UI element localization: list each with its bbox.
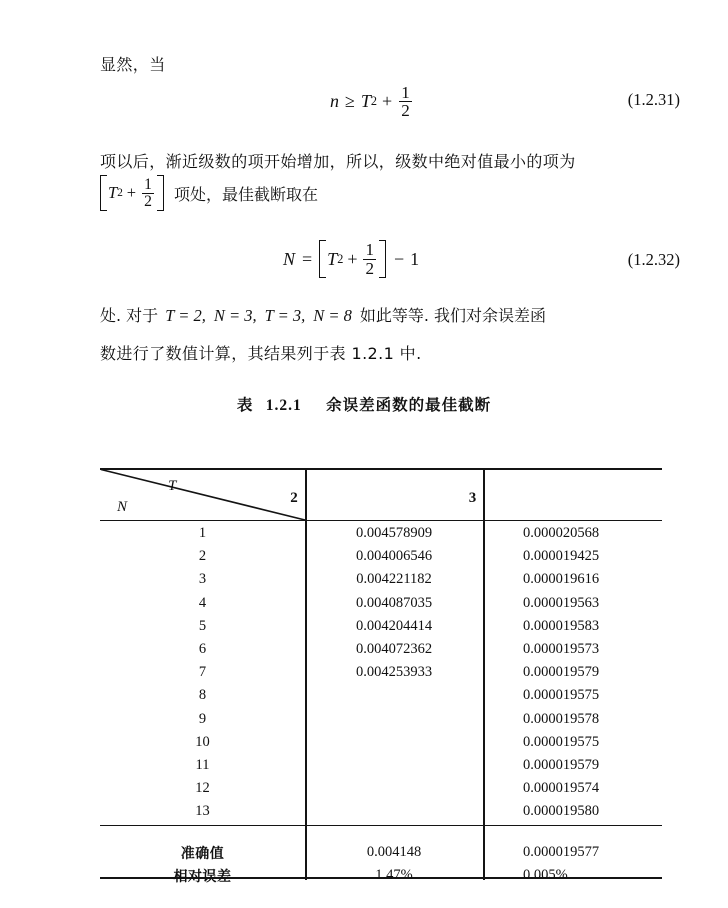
eq2-bracket-left xyxy=(319,240,326,278)
line6-math-4: N = 8 xyxy=(313,306,352,325)
bracket-right xyxy=(157,175,164,211)
eq2-bracket-contents xyxy=(326,240,379,278)
summary-cell-t2: 1.47% xyxy=(375,867,413,884)
cell-t3: 0.000019578 xyxy=(523,710,600,727)
table-row xyxy=(100,708,662,731)
table-row xyxy=(100,731,662,754)
cell-t2: 0.004087035 xyxy=(355,594,433,611)
inline-bracket-operator: + xyxy=(126,183,137,202)
table-row xyxy=(100,777,662,800)
eq2-lhs: N xyxy=(283,248,296,269)
eq2-fraction-denominator: 2 xyxy=(365,258,375,278)
table-summary-row xyxy=(100,841,662,864)
paragraph-line-6-part-1: 处. 对于 xyxy=(100,306,159,325)
table-row xyxy=(100,661,662,684)
cell-t3: 0.000019616 xyxy=(523,571,600,588)
cell-t2: 0.004221182 xyxy=(356,571,432,588)
eq1-relation: ≥ xyxy=(345,91,355,112)
cell-t3: 0.000019575 xyxy=(523,687,600,704)
inline-bracket-fraction-numerator: 1 xyxy=(144,175,152,193)
eq1-lhs: n xyxy=(330,91,339,112)
cell-t3: 0.000019575 xyxy=(523,733,600,750)
cell-n: 2 xyxy=(198,548,207,565)
cell-n: 11 xyxy=(195,756,210,773)
equation-1-2-31-number: (1.2.31) xyxy=(627,90,680,109)
table-row xyxy=(100,684,662,707)
eq2-operator: + xyxy=(347,248,358,269)
eq1-fraction-numerator: 1 xyxy=(401,83,410,102)
bracket-contents xyxy=(107,175,157,211)
line6-math-3: T = 3, xyxy=(264,306,306,325)
cell-t2: 0.004006546 xyxy=(355,548,433,565)
table-caption-number: 1.2.1 xyxy=(265,397,302,414)
bracket-left xyxy=(100,175,107,211)
line6-math-1: T = 2, xyxy=(165,306,206,325)
table-caption-prefix: 表 xyxy=(236,396,254,414)
eq1-fraction-denominator: 2 xyxy=(401,101,410,121)
table-rule-summary-top xyxy=(100,825,662,826)
cell-n: 3 xyxy=(198,571,207,588)
eq1-fraction xyxy=(399,84,412,120)
eq2-exponent: 2 xyxy=(337,251,344,266)
cell-t3: 0.000019579 xyxy=(523,756,600,773)
cell-t3: 0.000019563 xyxy=(523,594,600,611)
cell-t3: 0.000019574 xyxy=(523,780,600,797)
summary-label: 相对误差 xyxy=(173,868,232,885)
inline-bracket-expression xyxy=(100,175,164,211)
eq2-fraction-numerator: 1 xyxy=(365,240,375,260)
cell-n: 9 xyxy=(198,710,207,727)
cell-t3: 0.000019573 xyxy=(523,641,600,658)
equation-1-2-32-body xyxy=(283,240,419,278)
eq2-bracket-right xyxy=(379,240,386,278)
equation-1-2-32 xyxy=(0,238,728,286)
equation-1-2-32-number: (1.2.32) xyxy=(627,250,680,269)
cell-t3: 0.000019583 xyxy=(523,617,600,634)
cell-t3: 0.000019579 xyxy=(523,664,600,681)
eq1-operator: + xyxy=(382,91,393,112)
paragraph-line-6 xyxy=(100,303,546,326)
table-column-header-3: 3 xyxy=(468,490,477,506)
table-row xyxy=(100,754,662,777)
cell-n: 5 xyxy=(198,617,207,634)
cell-n: 4 xyxy=(198,594,207,611)
line6-math-2: N = 3, xyxy=(213,306,257,325)
table-row xyxy=(100,615,662,638)
eq2-minus: − xyxy=(394,248,405,269)
table-row xyxy=(100,545,662,568)
eq2-fraction xyxy=(363,241,376,277)
inline-bracket-exponent: 2 xyxy=(117,187,123,199)
summary-label: 准确值 xyxy=(180,845,225,862)
cell-n: 7 xyxy=(198,664,207,681)
inline-bracket-fraction xyxy=(142,177,154,210)
table-row xyxy=(100,592,662,615)
eq2-bracket xyxy=(319,240,386,278)
cell-n: 10 xyxy=(195,733,210,750)
cell-n: 12 xyxy=(195,780,210,797)
inline-bracket-var: T xyxy=(108,183,118,202)
table-body xyxy=(100,522,662,823)
cell-t2: 0.004072362 xyxy=(355,641,433,658)
equation-1-2-31 xyxy=(0,82,728,124)
cell-n: 13 xyxy=(195,803,210,820)
table-summary xyxy=(100,841,662,887)
table-header-row-label: N xyxy=(117,499,128,515)
eq2-trailing: 1 xyxy=(410,248,420,269)
table-row xyxy=(100,638,662,661)
eq2-relation: = xyxy=(302,248,313,269)
table-row xyxy=(100,800,662,823)
table-row xyxy=(100,522,662,545)
cell-t3: 0.000020568 xyxy=(523,525,600,542)
paragraph-line-4-tail: 项处，最佳截断取在 xyxy=(173,184,318,204)
eq1-rhs-exponent: 2 xyxy=(370,94,378,109)
table-column-header-2: 2 xyxy=(290,490,298,506)
eq1-rhs-var: T xyxy=(360,91,371,112)
cell-t2: 0.004578909 xyxy=(355,525,433,542)
paragraph-line-3: 项以后，渐近级数的项开始增加，所以，级数中绝对值最小的项为 xyxy=(100,152,576,171)
cell-t3: 0.000019580 xyxy=(523,803,600,820)
eq2-var: T xyxy=(327,248,338,269)
summary-cell-t3: 0.000019577 xyxy=(523,844,600,861)
paragraph-line-6-part-2: 如此等等. 我们对余误差函 xyxy=(359,306,547,325)
cell-n: 1 xyxy=(198,525,207,542)
table-caption xyxy=(0,393,728,415)
cell-n: 6 xyxy=(198,641,207,658)
paragraph-line-7: 数进行了数值计算，其结果列于表 1.2.1 中. xyxy=(100,344,422,363)
table-row xyxy=(100,568,662,591)
paragraph-line-4 xyxy=(100,175,318,211)
cell-t2: 0.004204414 xyxy=(355,617,433,634)
cell-t2: 0.004253933 xyxy=(355,664,433,681)
table-summary-row xyxy=(100,864,662,887)
inline-bracket-fraction-denominator: 2 xyxy=(144,192,152,210)
results-table xyxy=(100,468,662,885)
cell-n: 8 xyxy=(198,687,207,704)
cell-t3: 0.000019425 xyxy=(523,548,600,565)
summary-cell-t2: 0.004148 xyxy=(366,844,422,861)
summary-cell-t3: 0.005% xyxy=(523,867,568,884)
table-caption-title: 余误差函数的最佳截断 xyxy=(326,396,492,414)
equation-1-2-31-body xyxy=(330,84,414,120)
paragraph-line-1: 显然，当 xyxy=(100,55,166,74)
table-header-col-label: T xyxy=(168,478,177,494)
